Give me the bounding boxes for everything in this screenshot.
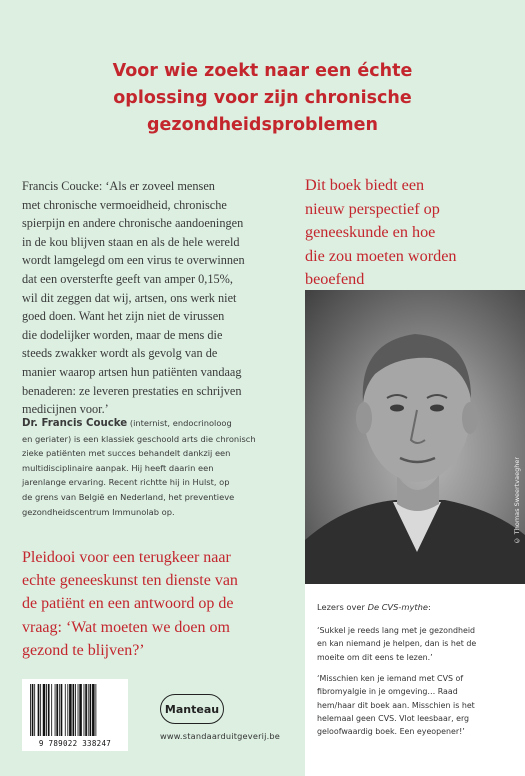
quote-line: manier waarop artsen hun patiënten vandaag xyxy=(22,364,242,379)
barcode xyxy=(22,679,128,751)
barcode-bar xyxy=(38,684,40,736)
barcode-bar xyxy=(88,684,89,736)
bio-first-line-rest: (internist, endocrinoloog xyxy=(127,418,232,428)
quote-line: medicijnen voor.’ xyxy=(22,402,109,417)
barcode-bars xyxy=(28,684,122,736)
review-line: helemaal geen CVS. Vlot leesbaar, erg xyxy=(317,713,470,723)
pullquote-line: nieuw perspectief op xyxy=(305,199,440,218)
headline xyxy=(0,58,525,139)
plea-line: vraag: ‘Wat moeten we doen om xyxy=(22,618,230,636)
barcode-bar xyxy=(51,684,52,736)
review-1 xyxy=(317,624,476,664)
bio-line: gezondheidscentrum Immunolab op. xyxy=(22,506,175,517)
review-line: en kan niemand je helpen, dan is het de xyxy=(317,639,477,649)
author-quote xyxy=(22,177,284,419)
barcode-bar xyxy=(65,684,66,736)
publisher-logo-text: Manteau xyxy=(164,702,220,716)
barcode-bar xyxy=(34,684,35,736)
pull-quote xyxy=(305,174,515,292)
barcode-bar xyxy=(30,684,31,736)
barcode-bar xyxy=(40,684,41,736)
photo-credit: © Thomas Sweertvaegher xyxy=(513,456,521,544)
barcode-bar xyxy=(46,684,47,736)
reviews-title-prefix: Lezers over xyxy=(317,602,368,612)
pullquote-line: beoefend xyxy=(305,270,365,288)
reviews-title xyxy=(317,602,431,612)
headline-line: gezondheidsproblemen xyxy=(147,115,378,135)
quote-line: steeds zwakker wordt als gevolg van de xyxy=(22,346,218,361)
reviews-title-book: De CVS-mythe xyxy=(367,602,429,612)
barcode-bar xyxy=(55,684,56,736)
barcode-bar xyxy=(79,684,82,736)
quote-line: goed doen. Want het zijn niet de virussen xyxy=(22,309,225,324)
quote-line: dat een oversterfte geeft van amper 0,15%, xyxy=(22,271,233,286)
author-portrait-illustration xyxy=(305,290,525,584)
bio-line: en geriater) is een klassiek geschoold arts die chronisch xyxy=(22,433,256,444)
author-name: Dr. Francis Coucke xyxy=(22,418,128,429)
plea-line: de patiënt en een antwoord op de xyxy=(22,595,234,613)
review-line: moeite om dit eens te lezen.’ xyxy=(317,652,433,662)
barcode-bar xyxy=(43,684,46,736)
barcode-bar xyxy=(59,684,60,736)
barcode-bar xyxy=(73,684,75,736)
barcode-bar xyxy=(92,684,95,736)
quote-line: benaderen: ze leveren prestaties en schrijven xyxy=(22,383,242,398)
quote-line: in de kou blijven staan en als de hele wereld xyxy=(22,234,240,249)
headline-line: Voor wie zoekt naar een échte xyxy=(112,61,413,81)
plea-line: Pleidooi voor een terugkeer naar xyxy=(22,549,231,566)
barcode-bar xyxy=(61,684,63,736)
pullquote-line: geneeskunde en hoe xyxy=(305,223,436,241)
review-line: fibromyalgie in je omgeving… Raad xyxy=(317,687,458,697)
bio-line: multidisciplinaire aanpak. Hij heeft daarin een xyxy=(22,462,214,473)
barcode-bar xyxy=(85,684,87,736)
review-line: ‘Sukkel je reeds lang met je gezondheid xyxy=(317,626,476,635)
review-line: geloofwaardig boek. Een eyeopener!’ xyxy=(317,727,465,737)
quote-line: die dodelijker worden, maar de mens die xyxy=(22,327,223,342)
plea-line: echte geneeskunst ten dienste van xyxy=(22,572,238,590)
barcode-bar xyxy=(84,684,85,736)
author-bio xyxy=(22,416,287,519)
barcode-bar xyxy=(56,684,58,736)
review-line: hem/haar dit boek aan. Misschien is het xyxy=(317,700,475,710)
barcode-bar xyxy=(95,684,96,736)
barcode-bar xyxy=(69,684,72,736)
quote-line: spierpijn en andere chronische aandoeningen xyxy=(22,216,244,231)
publisher-logo xyxy=(160,694,224,724)
quote-line: Francis Coucke: ‘Als er zoveel mensen xyxy=(22,179,215,193)
barcode-bar xyxy=(75,684,76,736)
barcode-bar xyxy=(78,684,79,736)
isbn-number: 9 789022 338247 xyxy=(38,739,112,748)
bio-line: jarenlange ervaring. Recent richtte hij in Hulst, op xyxy=(22,477,230,488)
bio-line: zieke patiënten met succes behandelt dankzij een xyxy=(22,448,231,459)
pullquote-line: die zou moeten worden xyxy=(305,246,457,265)
barcode-bar xyxy=(48,684,50,736)
quote-line: met chronische vermoeidheid, chronische xyxy=(22,197,227,212)
publisher-website: www.standaarduitgeverij.be xyxy=(160,731,281,741)
quote-line: wil dit zeggen dat wij, artsen, ons werk niet xyxy=(22,290,237,305)
author-photo xyxy=(305,290,525,584)
barcode-bar xyxy=(90,684,92,736)
reader-reviews xyxy=(305,584,525,776)
plea-line: gezond te blijven?’ xyxy=(22,641,145,659)
bio-line: de grens van België en Nederland, het preventieve xyxy=(22,491,235,502)
quote-line: wordt lamgelegd om een virus te overwinnen xyxy=(22,253,245,268)
review-2 xyxy=(317,672,475,738)
review-line: ‘Misschien ken je iemand met CVS of xyxy=(317,674,464,683)
plea-statement xyxy=(22,546,292,662)
bio-first-line xyxy=(22,416,287,432)
headline-line: oplossing voor zijn chronische xyxy=(113,88,412,108)
pullquote-line: Dit boek biedt een xyxy=(305,176,425,194)
barcode-bar xyxy=(32,684,34,736)
reviews-title-suffix: : xyxy=(428,602,431,612)
barcode-bar xyxy=(67,684,68,736)
